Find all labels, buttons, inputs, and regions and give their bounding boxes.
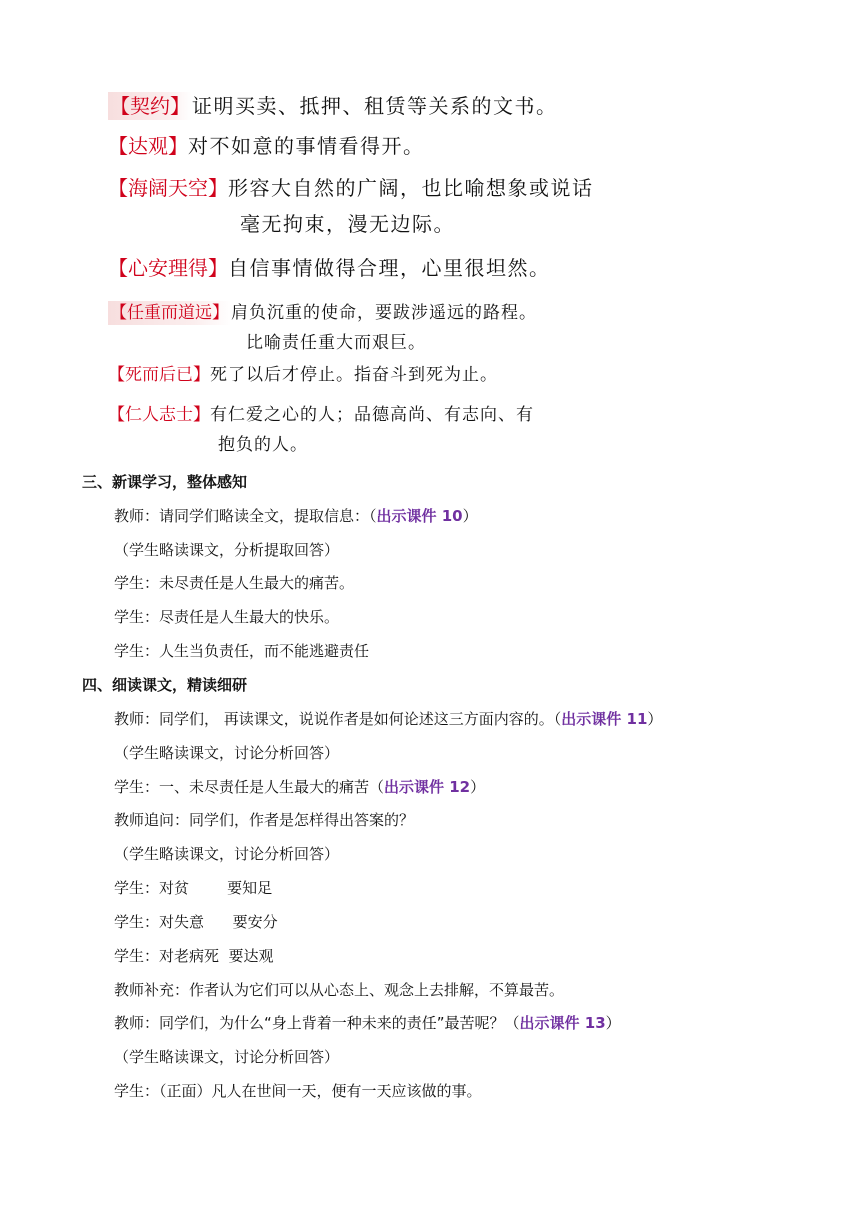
student-line: 学生：（正面）凡人在世间一天，便有一天应该做的事。: [114, 1082, 482, 1100]
line-text: 教师：请同学们略读全文，提取信息：（: [114, 507, 377, 525]
student-note: （学生略读课文，讨论分析回答）: [114, 744, 340, 762]
vocab-term: 【契约】: [110, 94, 190, 118]
vocab-definition-continued: 毫无拘束，漫无边际。: [240, 212, 455, 236]
vocab-term: 【任重而道远】: [110, 303, 229, 323]
line-close: ）: [470, 778, 486, 796]
student-note: （学生略读课文，分析提取回答）: [114, 541, 340, 559]
student-line: 学生：未尽责任是人生最大的痛苦。: [114, 574, 355, 592]
teacher-line: [114, 506, 478, 526]
vocab-term: 【死而后已】: [108, 365, 210, 385]
student-line: [114, 777, 485, 797]
vocab-definition: 自信事情做得合理，心里很坦然。: [228, 256, 551, 280]
student-note: （学生略读课文，讨论分析回答）: [114, 845, 340, 863]
vocab-item: [108, 130, 425, 159]
teacher-line: [114, 709, 662, 729]
vocab-item: [108, 360, 498, 385]
line-close: ）: [647, 710, 663, 728]
line-text: 教师：同学们，为什么“身上背着一种未来的责任”最苦呢？（: [114, 1014, 520, 1032]
vocab-item: [108, 252, 551, 281]
vocab-item: [108, 298, 537, 323]
vocab-item: [108, 400, 534, 425]
vocab-item: [108, 172, 594, 201]
section-heading-3: 三、新课学习，整体感知: [82, 473, 248, 491]
student-line: 学生：尽责任是人生最大的快乐。: [114, 608, 340, 626]
vocab-term: 【达观】: [108, 134, 188, 158]
vocab-term: 【海阔天空】: [108, 176, 228, 200]
line-close: ）: [605, 1014, 621, 1032]
line-close: ）: [462, 507, 478, 525]
vocab-definition: 形容大自然的广阔，也比喻想象或说话: [228, 176, 594, 200]
courseware-ref: 出示课件 10: [376, 507, 463, 525]
section-heading-4: 四、细读课文，精读细研: [82, 676, 248, 694]
vocab-term: 【心安理得】: [108, 256, 228, 280]
vocab-term: 【仁人志士】: [108, 405, 210, 425]
line-text: 教师：同学们， 再读课文，说说作者是如何论述这三方面内容的。（: [114, 710, 562, 728]
student-line: 学生：对失意 要安分: [114, 913, 278, 931]
vocab-definition-continued: 比喻责任重大而艰巨。: [246, 333, 426, 353]
vocabulary-image: [108, 82, 628, 462]
student-line: 学生：对贫 要知足: [114, 879, 273, 897]
teacher-line: 教师追问：同学们，作者是怎样得出答案的？: [114, 811, 415, 829]
vocab-definition: 肩负沉重的使命，要跋涉遥远的路程。: [231, 303, 537, 323]
vocab-definition-continued: 抱负的人。: [218, 435, 308, 455]
student-line: 学生：对老病死 要达观: [114, 947, 274, 965]
line-text: 学生：一、未尽责任是人生最大的痛苦（: [114, 778, 385, 796]
student-note: （学生略读课文，讨论分析回答）: [114, 1048, 340, 1066]
student-line: 学生：人生当负责任，而不能逃避责任: [114, 642, 370, 660]
courseware-ref: 出示课件 13: [519, 1014, 606, 1032]
vocab-item: [108, 90, 558, 119]
teacher-line: 教师补充：作者认为它们可以从心态上、观念上去排解，不算最苦。: [114, 981, 565, 999]
vocab-definition: 死了以后才停止。指奋斗到死为止。: [210, 365, 498, 385]
teacher-line: [114, 1013, 621, 1033]
vocab-definition: 对不如意的事情看得开。: [188, 134, 425, 158]
vocab-definition: 证明买卖、抵押、租赁等关系的文书。: [192, 94, 558, 118]
courseware-ref: 出示课件 12: [384, 778, 471, 796]
vocab-definition: 有仁爱之心的人；品德高尚、有志向、有: [210, 405, 534, 425]
courseware-ref: 出示课件 11: [561, 710, 648, 728]
